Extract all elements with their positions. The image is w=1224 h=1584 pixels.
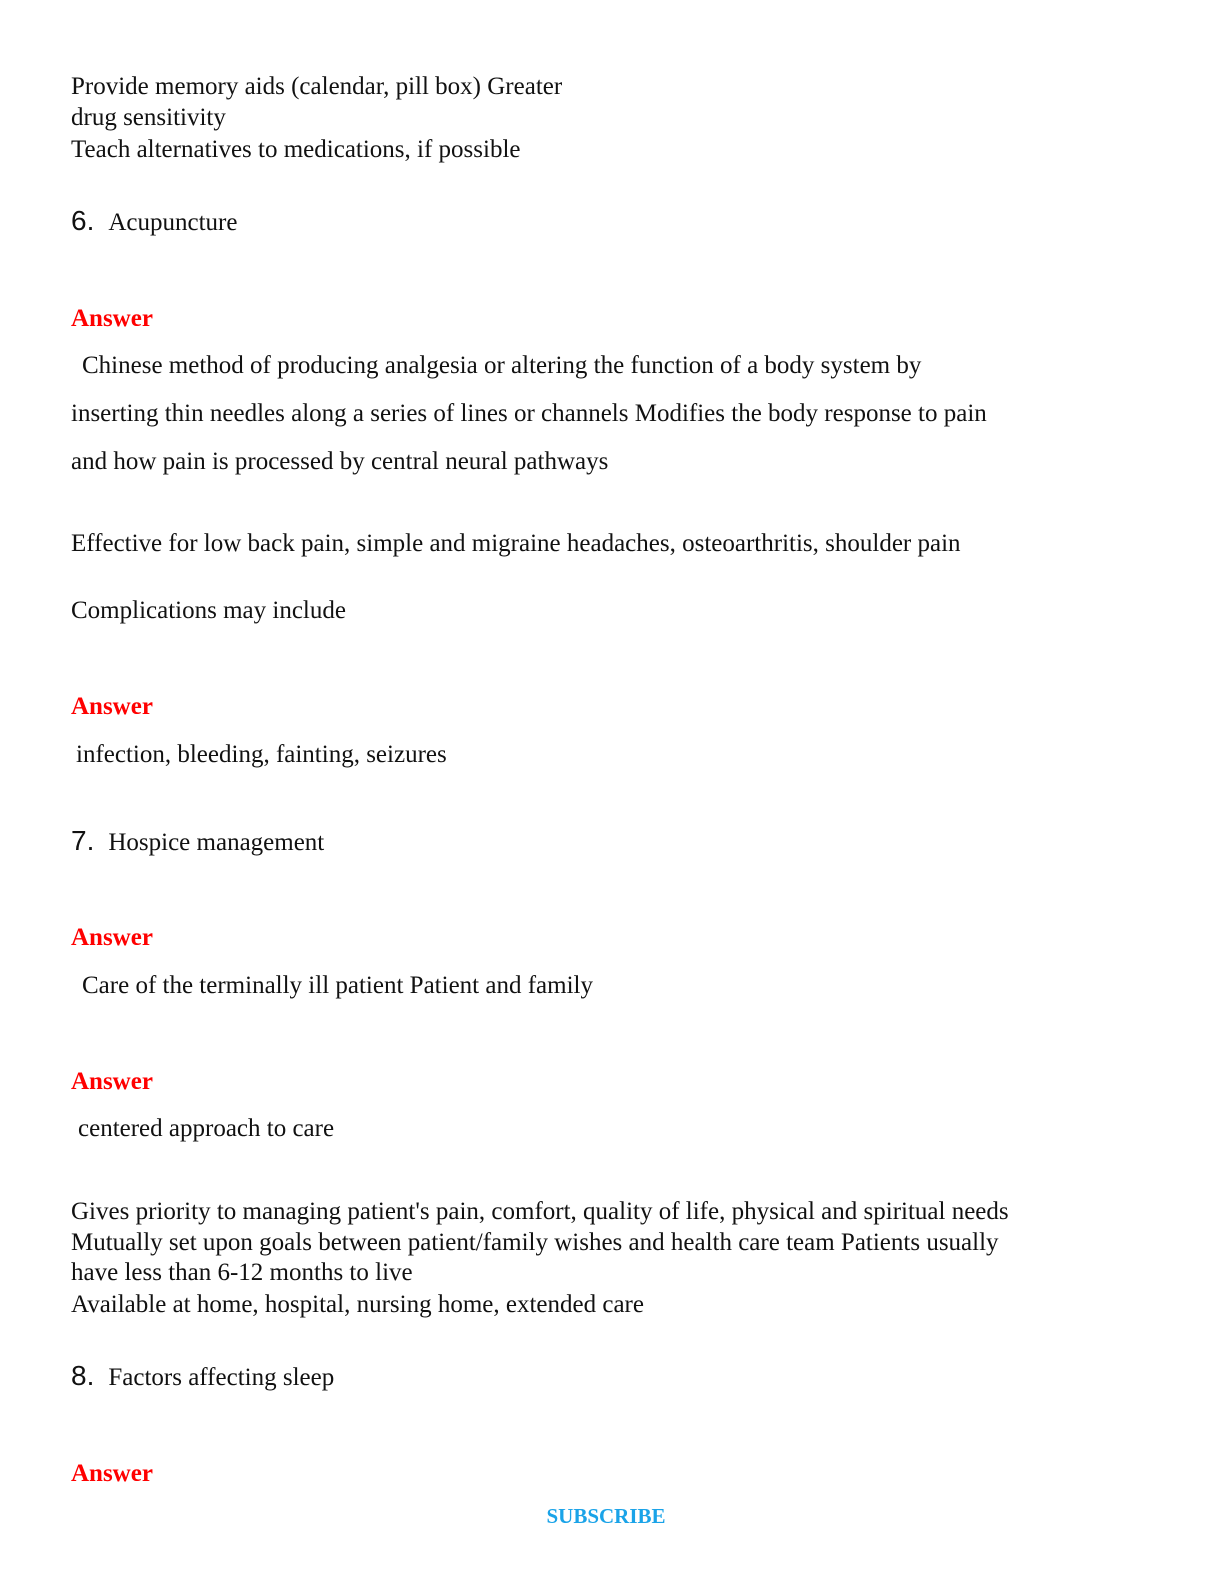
question-7-answer-text: Care of the terminally ill patient Patient and family <box>82 972 593 999</box>
question-6-title: Acupuncture <box>108 209 238 236</box>
question-7-detail-line-1: Gives priority to managing patient's pain, comfort, quality of life, physical and spiritual needs <box>71 1198 1009 1225</box>
question-8-heading <box>71 1360 334 1394</box>
question-6-answer-2-label: Answer <box>71 693 153 720</box>
subscribe-link[interactable]: SUBSCRIBE <box>546 1504 666 1528</box>
question-7-heading <box>71 825 324 859</box>
question-8-title: Factors affecting sleep <box>108 1364 335 1391</box>
intro-line-1: Provide memory aids (calendar, pill box) Greater <box>71 73 563 100</box>
question-7-answer-2-label: Answer <box>71 1068 153 1095</box>
question-7-detail-line-3: have less than 6-12 months to live <box>71 1259 413 1286</box>
question-6-answer-line-1: Chinese method of producing analgesia or altering the function of a body system by <box>82 352 922 379</box>
question-6-answer-line-3: and how pain is processed by central neural pathways <box>71 448 609 475</box>
question-6-complications: Complications may include <box>71 597 346 624</box>
question-7-answer-2-text: centered approach to care <box>78 1115 335 1142</box>
question-8-answer-label: Answer <box>71 1460 153 1487</box>
question-6-number: 6. <box>71 205 95 236</box>
question-6-answer-label: Answer <box>71 305 153 332</box>
question-8-number: 8. <box>71 1360 95 1391</box>
question-6-answer-2-text: infection, bleeding, fainting, seizures <box>76 741 447 768</box>
intro-line-3: Teach alternatives to medications, if possible <box>71 136 521 163</box>
question-6-effective: Effective for low back pain, simple and migraine headaches, osteoarthritis, shoulder pain <box>71 530 961 557</box>
question-6-answer-line-2: inserting thin needles along a series of lines or channels Modifies the body response to pain <box>71 400 987 427</box>
question-7-detail-line-4: Available at home, hospital, nursing home, extended care <box>71 1291 644 1318</box>
question-7-number: 7. <box>71 825 95 856</box>
question-7-detail-line-2: Mutually set upon goals between patient/family wishes and health care team Patients usually <box>71 1229 999 1256</box>
intro-line-2: drug sensitivity <box>71 104 226 131</box>
question-7-title: Hospice management <box>108 829 325 856</box>
question-6-heading <box>71 205 237 239</box>
question-7-answer-label: Answer <box>71 924 153 951</box>
